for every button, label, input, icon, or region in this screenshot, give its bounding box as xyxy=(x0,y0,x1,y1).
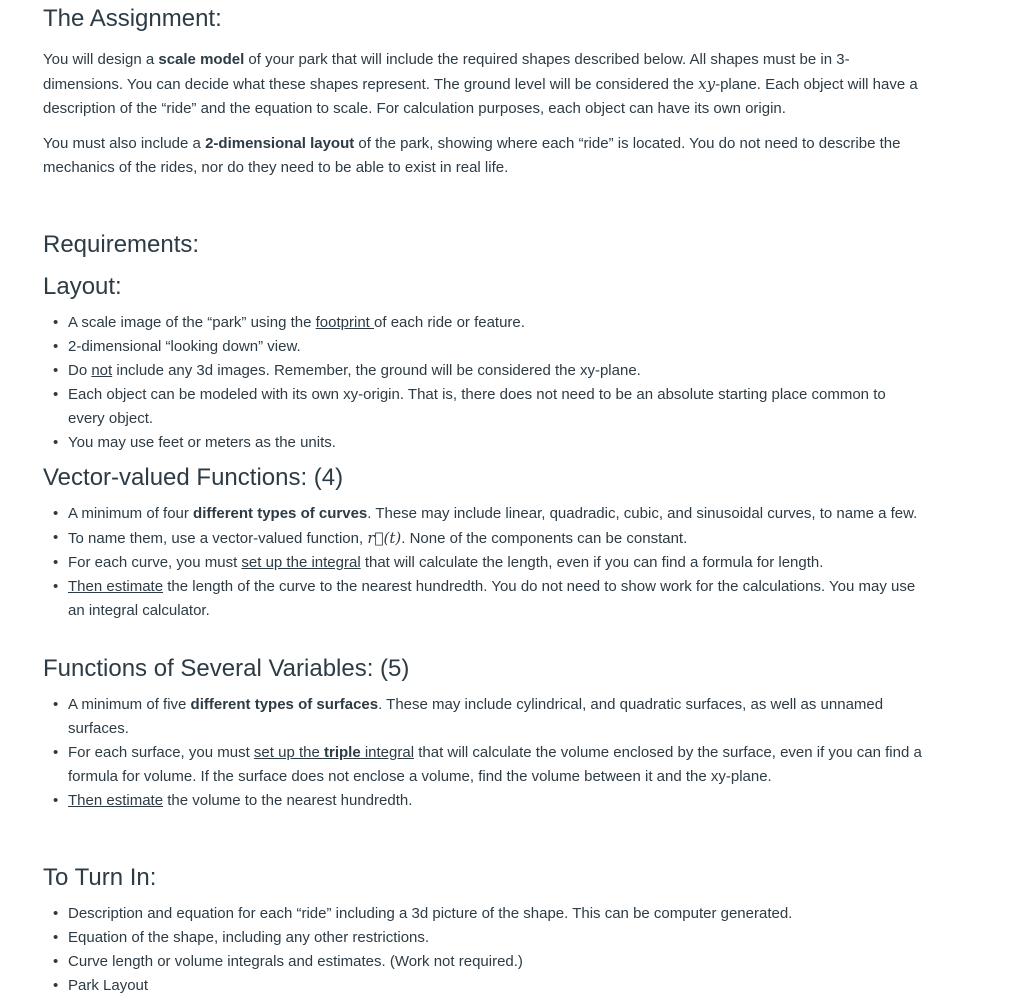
bullet-icon: • xyxy=(53,696,59,713)
list-item: • You may use feet or meters as the units. xyxy=(43,431,923,455)
list-item: • Then estimate the length of the curve to the nearest hundredth. You do not need to show work for the calculations. You may use an integral calculator. xyxy=(43,575,923,623)
layout-list xyxy=(43,311,923,455)
surfaces-bold: different types of surfaces xyxy=(190,696,379,713)
scale-model-bold: scale model xyxy=(158,51,245,68)
layout-heading: Layout: xyxy=(43,273,122,300)
list-item: • Park Layout xyxy=(43,974,923,998)
bullet-icon: • xyxy=(53,792,59,809)
list-item: • Each object can be modeled with its own xy-origin. That is, there does not need to be an absolute starting place common to every object. xyxy=(43,383,923,431)
several-variables-list xyxy=(43,693,923,813)
bullet-icon: • xyxy=(53,905,59,922)
turn-in-heading: To Turn In: xyxy=(43,864,157,891)
list-item: • For each curve, you must set up the integral that will calculate the length, even if you can find a formula for length. xyxy=(43,551,923,575)
bullet-icon: • xyxy=(53,338,59,355)
then-estimate-underline: Then estimate xyxy=(68,578,164,595)
list-item: • Curve length or volume integrals and estimates. (Work not required.) xyxy=(43,950,923,974)
bullet-icon: • xyxy=(53,362,59,379)
list-item: • Equation of the shape, including any other restrictions. xyxy=(43,926,923,950)
then-estimate-underline: Then estimate xyxy=(68,792,164,809)
list-item: • Description and equation for each “ride” including a 3d picture of the shape. This can be computer generated. xyxy=(43,902,923,926)
setup-triple-integral-underline: set up the triple integral xyxy=(253,744,415,761)
bullet-icon: • xyxy=(53,977,59,994)
bullet-icon: • xyxy=(53,314,59,331)
curves-bold: different types of curves xyxy=(193,505,368,522)
assignment-paragraph-1: You will design a scale model of your park that will include the required shapes described below. All shapes must be in 3-dimensions. You can decide what these shapes represent. The ground level will be considered the xy-plane. Each object will have a description of the “ride” and the equation to scale. For calculation purposes, each object can have its own origin. xyxy=(43,51,918,117)
bullet-icon: • xyxy=(53,386,59,403)
footprint-underline: footprint xyxy=(315,314,375,331)
not-underline: not xyxy=(91,362,113,379)
list-item: • For each surface, you must set up the triple integral that will calculate the volume enclosed by the surface, even if you can find a formula for volume. If the surface does not enclose a volume, find the volume between it and the xy-plane. xyxy=(43,741,923,789)
bullet-icon: • xyxy=(53,953,59,970)
vector-functions-heading: Vector-valued Functions: (4) xyxy=(43,464,344,491)
list-item: • Do not include any 3d images. Remember, the ground will be considered the xy-plane. xyxy=(43,359,923,383)
layout-bold: 2-dimensional layout xyxy=(205,135,355,152)
assignment-paragraph-2: You must also include a 2-dimensional layout of the park, showing where each “ride” is located. You do not need to describe the mechanics of the rides, nor do they need to be able to exist in real life. xyxy=(43,135,901,176)
list-item: • A scale image of the “park” using the footprint of each ride or feature. xyxy=(43,311,923,335)
bullet-icon: • xyxy=(53,744,59,761)
vector-functions-list xyxy=(43,502,923,623)
list-item: • Then estimate the volume to the nearest hundredth. xyxy=(43,789,923,813)
list-item: • A minimum of five different types of surfaces. These may include cylindrical, and quadratic surfaces, as well as unnamed surfaces. xyxy=(43,693,923,741)
xy-math: xy xyxy=(698,75,716,93)
requirements-heading: Requirements: xyxy=(43,231,200,258)
turn-in-list xyxy=(43,902,923,998)
bullet-icon: • xyxy=(53,578,59,595)
list-item: • To name them, use a vector-valued function, r⃗(t). None of the components can be constant. xyxy=(43,526,923,551)
assignment-heading: The Assignment: xyxy=(43,5,222,32)
bullet-icon: • xyxy=(53,929,59,946)
bullet-icon: • xyxy=(53,434,59,451)
setup-integral-underline: set up the integral xyxy=(241,554,361,571)
list-item: • A minimum of four different types of curves. These may include linear, quadradic, cubic, and sinusoidal curves, to name a few. xyxy=(43,502,923,526)
bullet-icon: • xyxy=(53,529,59,546)
vector-function-math: r⃗(t) xyxy=(367,529,402,547)
several-variables-heading: Functions of Several Variables: (5) xyxy=(43,655,410,682)
list-item: • 2-dimensional “looking down” view. xyxy=(43,335,923,359)
bullet-icon: • xyxy=(53,554,59,571)
bullet-icon: • xyxy=(53,505,59,522)
